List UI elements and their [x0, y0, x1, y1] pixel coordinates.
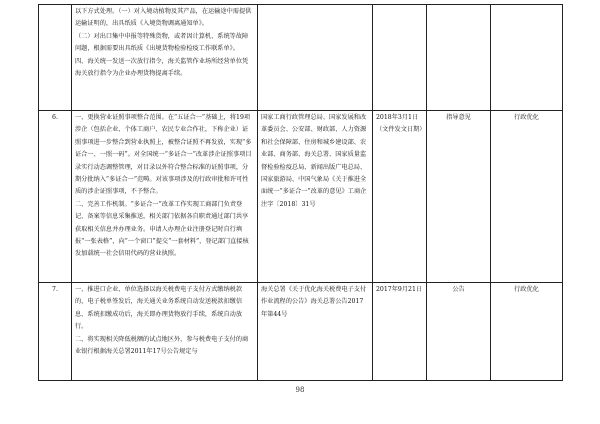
date-cell	[373, 5, 427, 111]
table-row	[39, 111, 563, 283]
type-cell: 公告	[427, 283, 491, 381]
category-cell: 行政优化	[491, 111, 563, 283]
category-cell: 行政优化	[491, 283, 563, 381]
row-number-cell: 6.	[39, 111, 72, 283]
basis-cell: 海关总署《关于优化海关税费电子支付作业流程的公告》海关总署公告2017年第44号	[258, 283, 373, 381]
content-paragraph: 一、推进口企业、单位选择以海关税费电子支付方式缴纳税款的，电子税单签发后，海关通关业务系统自动发送税款扣缴信息，系统扣缴成功后，海关即办理货物放行手续，系统自动放行。	[75, 286, 243, 331]
content-paragraph: 以下方式处理。（一）对入境动植物及其产品，在运输途中需提供运输证明的，出具纸质《入境货物调离通知单》。	[75, 8, 252, 28]
content-paragraph: 四、海关统一发送一次放行指令，海关监管作业场所经营单位凭海关放行指令为企业办理货物提离手续。	[75, 57, 249, 78]
content-cell	[72, 5, 258, 111]
content-cell	[72, 283, 258, 381]
page-number: 98	[295, 386, 305, 394]
content-paragraph: 二、完善工作机制。“多证合一”改革工作实现工商部门负责登记、备案等信息采集推送，相关部门依据各自职责通过部门共享获取相关信息并办理业务。申请人办理企业注册登记时自行填报“一张表格”，向“一个窗口”提交“一套材料”，登记部门直接核发加载统一社会信用代码的营业执照。	[75, 200, 249, 258]
content-paragraph: （二）对出口集中申报等特殊货物，或者因计算机、系统等故障问题，根据需要出具纸质《出境货物检验检疫工作联系单》。	[75, 32, 249, 53]
date-cell: 2018年3月1日（文件发文日期）	[373, 111, 427, 283]
content-paragraph: 一、更换营业证照事项整合范围。在“五证合一”基础上，将19项涉企（包括企业、个体工商户、农民专业合作社，下称企业）证照事项进一步整合到营业执照上，被整合证照不再发放，实现“多证合一、一照一码”。对全国统一“多证合一”改革涉企证照事项目录实行动态调整管理，对目录以外符合整合标准的证照事项，分期分批纳入“多证合一”范畴。对该事项涉及的行政审批和许可性质的涉企证照事项，不予整合。	[75, 114, 252, 196]
basis-cell	[258, 5, 373, 111]
content-cell	[72, 111, 258, 283]
table-row	[39, 283, 563, 381]
type-cell: 指导意见	[427, 111, 491, 283]
basis-cell: 国家工商行政管理总局、国家发展和改革委员会、公安部、财政部、人力资源和社会保障部、住房和城乡建设部、农业部、商务部、海关总署、国家质量监督检验检疫总局、新闻出版广电总局、国家旅游局、中国气象局《关于推进全面统一“多证合一”改革的意见》工商企注字〔2018〕31号	[258, 111, 373, 283]
content-paragraph: 二、将实现相关降低税额的试点地区外，参与税费电子支付的商业银行根据海关总署2011年17号公告规定与	[75, 335, 249, 356]
category-cell	[491, 5, 563, 111]
type-cell	[427, 5, 491, 111]
policy-table	[38, 4, 563, 381]
date-cell: 2017年9月21日	[373, 283, 427, 381]
table-row	[39, 5, 563, 111]
row-number-cell: 7.	[39, 283, 72, 381]
row-number-cell	[39, 5, 72, 111]
